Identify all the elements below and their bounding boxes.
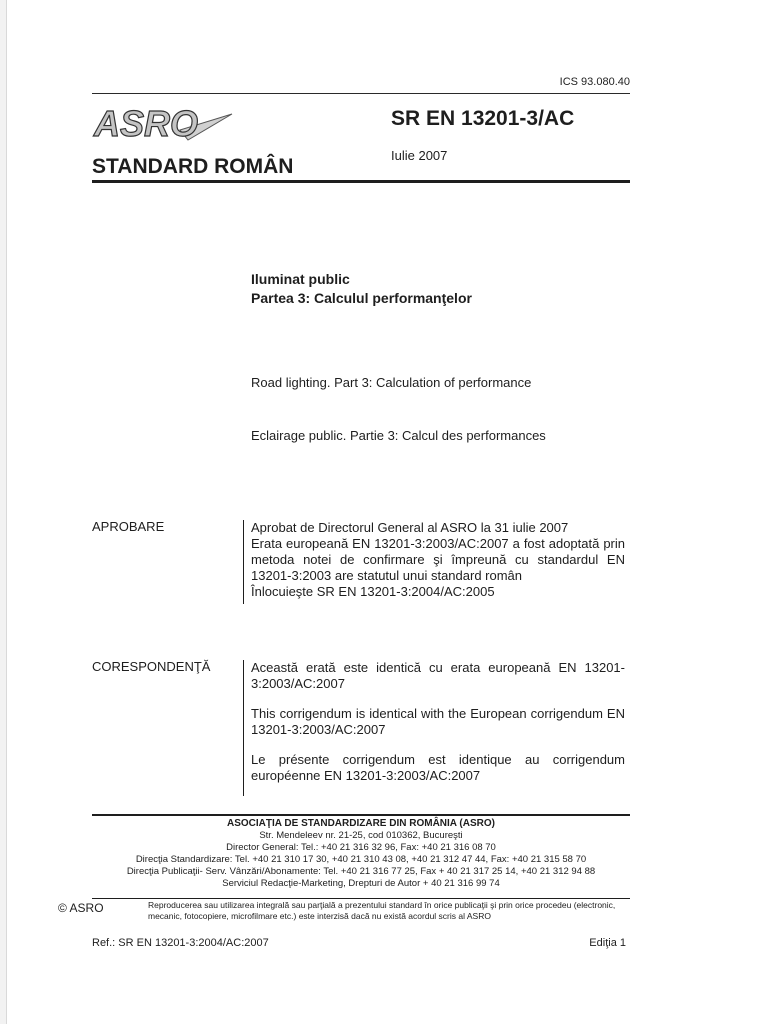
corespondenta-bar	[243, 660, 244, 796]
page-left-edge	[0, 0, 7, 1024]
ics-code: ICS 93.080.40	[559, 76, 630, 88]
asro-logo	[92, 100, 242, 148]
footer-contact	[92, 818, 630, 890]
title-english: Road lighting. Part 3: Calculation of performance	[251, 375, 532, 390]
corespondenta-en: This corrigendum is identical with the European corrigendum EN 13201-3:2003/AC:2007	[251, 706, 625, 737]
aprobare-text	[251, 520, 625, 600]
title-french: Eclairage public. Partie 3: Calcul des performances	[251, 428, 546, 443]
title-romanian	[251, 270, 472, 308]
corespondenta-label: CORESPONDENŢĂ	[92, 659, 211, 674]
footer-publicatii: Direcţia Publicaţii- Serv. Vânzări/Abonamente: Tel. +40 21 316 77 25, Fax + 40 21 317 25 14, +40 21 312 94 88	[126, 866, 596, 877]
title-ro-line2: Partea 3: Calculul performanţelor	[251, 290, 472, 306]
footer-rule	[92, 814, 630, 816]
footer-org: ASOCIAŢIA DE STANDARDIZARE DIN ROMÂNIA (ASRO)	[227, 818, 495, 829]
footer-standardizare: Direcţia Standardizare: Tel. +40 21 310 17 30, +40 21 310 43 08, +40 21 312 47 44, Fax: +40 21 315 58 70	[135, 854, 587, 865]
aprobare-bar	[243, 520, 244, 604]
corespondenta-fr: Le présente corrigendum est identique au corrigendum européenne EN 13201-3:2003/AC:2007	[251, 752, 625, 783]
asro-logo-graphic	[92, 100, 242, 148]
title-ro-line1: Iluminat public	[251, 271, 350, 287]
reference: Ref.: SR EN 13201-3:2004/AC:2007	[92, 937, 269, 949]
standard-label: STANDARD ROMÂN	[92, 155, 294, 178]
footer-director: Director General: Tel.: +40 21 316 32 96, Fax: +40 21 316 08 70	[226, 842, 496, 853]
copyright-rule	[92, 898, 630, 899]
header-rule	[92, 180, 630, 183]
aprobare-line: Erata europeană EN 13201-3:2003/AC:2007 a fost adoptată prin metoda notei de confirmare şi împreună cu standardul EN 13201-3:2003 are statutul unui standard român	[251, 536, 625, 583]
logo-text: ASRO	[94, 103, 199, 144]
aprobare-label: APROBARE	[92, 519, 165, 534]
publication-date: Iulie 2007	[391, 148, 448, 163]
aprobare-line: Aprobat de Directorul General al ASRO la 31 iulie 2007	[251, 520, 569, 535]
aprobare-line: Înlocuieşte SR EN 13201-3:2004/AC:2005	[251, 584, 495, 599]
standard-number: SR EN 13201-3/AC	[391, 107, 575, 130]
corespondenta-ro: Această erată este identică cu erata europeană EN 13201-3:2003/AC:2007	[251, 660, 625, 691]
copyright-symbol: © ASRO	[58, 901, 104, 915]
footer-address: Str. Mendeleev nr. 21-25, cod 010362, Bucureşti	[259, 830, 463, 841]
corespondenta-text	[251, 660, 625, 798]
edition: Ediţia 1	[589, 937, 626, 949]
footer-marketing: Serviciul Redacţie-Marketing, Drepturi de Autor + 40 21 316 99 74	[222, 878, 500, 889]
top-rule	[92, 93, 630, 94]
copyright-text: Reproducerea sau utilizarea integrală sau parţială a prezentului standard în orice publicaţii şi prin orice procedeu (electronic, mecanic, fotocopiere, microfilmare etc.) este interzisă dacă nu există acordul scris al ASRO	[148, 900, 616, 921]
